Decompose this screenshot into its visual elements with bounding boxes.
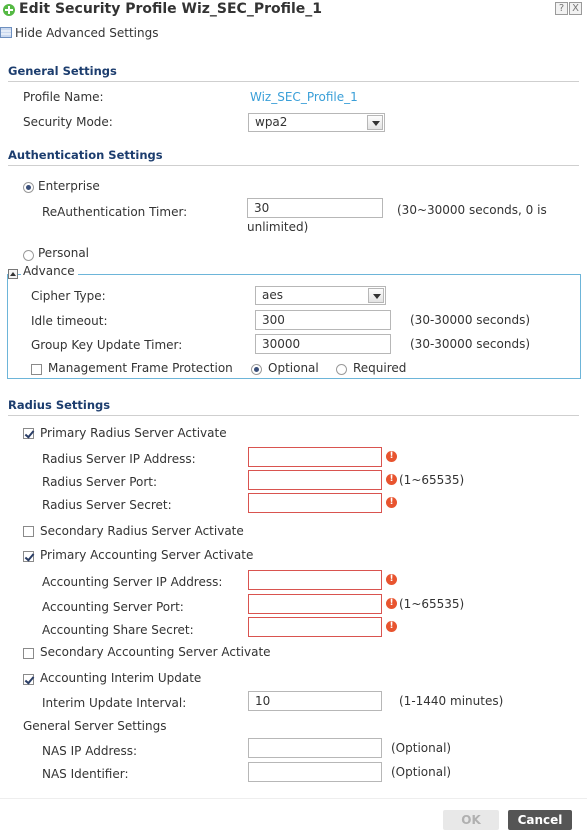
optional-label: Optional: [268, 361, 319, 375]
security-mode-label: Security Mode:: [23, 115, 113, 129]
idle-timeout-label: Idle timeout:: [31, 314, 108, 328]
nas-identifier-label: NAS Identifier:: [42, 767, 129, 781]
enterprise-radio[interactable]: [23, 182, 34, 193]
idle-timeout-input[interactable]: 300: [255, 310, 391, 330]
edit-plus-icon: [3, 4, 15, 16]
ok-button[interactable]: OK: [443, 810, 499, 830]
security-mode-value: wpa2: [255, 115, 288, 129]
general-settings-header: General Settings: [8, 64, 579, 82]
radius-server-secret-label: Radius Server Secret:: [42, 498, 172, 512]
reauth-timer-hint: (30~30000 seconds, 0 is: [397, 203, 547, 217]
interim-update-interval-input[interactable]: 10: [248, 691, 382, 711]
list-icon: [0, 27, 12, 38]
radius-server-ip-input[interactable]: [248, 447, 382, 467]
nas-ip-address-hint: (Optional): [391, 741, 452, 755]
reauth-timer-hint-cont: unlimited): [247, 220, 309, 234]
radius-server-ip-label: Radius Server IP Address:: [42, 452, 196, 466]
error-icon: !: [386, 451, 397, 462]
profile-name-value: Wiz_SEC_Profile_1: [250, 90, 358, 104]
required-radio[interactable]: [336, 364, 347, 375]
profile-name-label: Profile Name:: [23, 90, 104, 104]
title-bar: [0, 0, 587, 22]
enterprise-label: Enterprise: [38, 179, 100, 193]
radius-server-port-label: Radius Server Port:: [42, 475, 158, 489]
interim-update-interval-label: Interim Update Interval:: [42, 696, 187, 710]
nas-ip-address-label: NAS IP Address:: [42, 744, 138, 758]
collapse-icon[interactable]: [8, 269, 18, 279]
nas-identifier-hint: (Optional): [391, 765, 452, 779]
error-icon: !: [386, 497, 397, 508]
accounting-server-port-hint: (1~65535): [399, 597, 465, 611]
advance-legend: Advance: [21, 264, 78, 278]
primary-accounting-activate-label: Primary Accounting Server Activate: [40, 548, 254, 562]
reauth-timer-label: ReAuthentication Timer:: [42, 205, 188, 219]
nas-ip-address-input[interactable]: [248, 738, 382, 758]
error-icon: !: [386, 474, 397, 485]
interim-update-interval-hint: (1-1440 minutes): [399, 694, 504, 708]
idle-timeout-hint: (30-30000 seconds): [410, 313, 530, 327]
accounting-server-ip-label: Accounting Server IP Address:: [42, 575, 223, 589]
cipher-type-label: Cipher Type:: [31, 289, 106, 303]
radius-server-port-hint: (1~65535): [399, 473, 465, 487]
radius-server-port-input[interactable]: [248, 470, 382, 490]
required-label: Required: [353, 361, 407, 375]
accounting-share-secret-label: Accounting Share Secret:: [42, 623, 194, 637]
mfp-label: Management Frame Protection: [48, 361, 233, 375]
radius-settings-header: Radius Settings: [8, 398, 579, 416]
group-key-timer-hint: (30-30000 seconds): [410, 337, 530, 351]
close-icon[interactable]: X: [569, 2, 582, 15]
optional-radio[interactable]: [251, 364, 262, 375]
accounting-interim-update-checkbox[interactable]: [23, 674, 34, 685]
chevron-down-icon: [367, 115, 383, 130]
primary-accounting-activate-checkbox[interactable]: [23, 551, 34, 562]
accounting-server-port-input[interactable]: [248, 594, 382, 614]
accounting-server-port-label: Accounting Server Port:: [42, 600, 184, 614]
radius-server-secret-input[interactable]: [248, 493, 382, 513]
group-key-timer-input[interactable]: 30000: [255, 334, 391, 354]
cipher-type-select[interactable]: [255, 286, 386, 305]
footer-divider: [0, 798, 587, 799]
error-icon: !: [386, 621, 397, 632]
help-icon[interactable]: ?: [555, 2, 568, 15]
secondary-accounting-activate-label: Secondary Accounting Server Activate: [40, 645, 271, 659]
personal-label: Personal: [38, 246, 90, 260]
nas-identifier-input[interactable]: [248, 762, 382, 782]
accounting-share-secret-input[interactable]: [248, 617, 382, 637]
cipher-type-value: aes: [262, 288, 283, 302]
hide-advanced-label: Hide Advanced Settings: [15, 26, 159, 40]
mfp-checkbox[interactable]: [31, 364, 42, 375]
dialog-title: Edit Security Profile Wiz_SEC_Profile_1: [19, 1, 323, 17]
error-icon: !: [386, 574, 397, 585]
chevron-down-icon: [368, 288, 384, 303]
secondary-accounting-activate-checkbox[interactable]: [23, 648, 34, 659]
primary-radius-activate-label: Primary Radius Server Activate: [40, 426, 227, 440]
personal-radio[interactable]: [23, 250, 34, 261]
cancel-button[interactable]: Cancel: [508, 810, 572, 830]
general-server-settings-label: General Server Settings: [23, 719, 167, 733]
reauth-timer-input[interactable]: 30: [247, 198, 383, 218]
accounting-server-ip-input[interactable]: [248, 570, 382, 590]
accounting-interim-update-label: Accounting Interim Update: [40, 671, 202, 685]
error-icon: !: [386, 598, 397, 609]
hide-advanced-toggle[interactable]: [0, 26, 158, 40]
group-key-timer-label: Group Key Update Timer:: [31, 338, 183, 352]
authentication-settings-header: Authentication Settings: [8, 148, 579, 166]
primary-radius-activate-checkbox[interactable]: [23, 428, 34, 439]
security-mode-select[interactable]: [248, 113, 385, 132]
secondary-radius-activate-label: Secondary Radius Server Activate: [40, 524, 244, 538]
secondary-radius-activate-checkbox[interactable]: [23, 526, 34, 537]
